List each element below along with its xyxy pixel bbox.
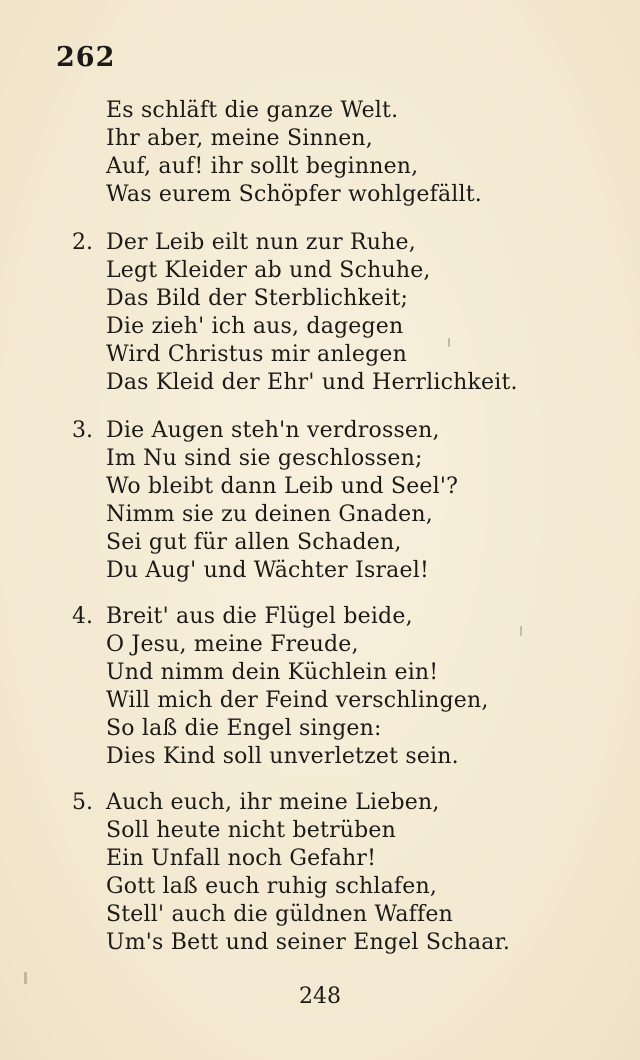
stanza-line: Und nimm dein Küchlein ein! [106, 660, 439, 685]
page-number-header: 262 [56, 42, 116, 73]
paper-speck [448, 338, 450, 347]
stanza-line: So laß die Engel singen: [106, 716, 382, 741]
stanza-1 [72, 98, 612, 218]
stanza-line: Der Leib eilt nun zur Ruhe, [106, 230, 416, 255]
stanza-line: Um's Bett und seiner Engel Schaar. [106, 930, 511, 955]
stanza-line: Dies Kind soll unverletzet sein. [106, 744, 459, 769]
stanza-line: Das Kleid der Ehr' und Herrlichkeit. [106, 370, 518, 395]
stanza-line: Auch euch, ihr meine Lieben, [106, 790, 440, 815]
stanza-line: Gott laß euch ruhig schlafen, [106, 874, 438, 899]
stanza-line: Ein Unfall noch Gefahr! [106, 846, 377, 871]
paper-speck [520, 626, 522, 636]
stanza-line: Was eurem Schöpfer wohlgefällt. [106, 182, 482, 207]
stanza-2 [72, 230, 612, 400]
stanza-line: Im Nu sind sie geschlossen; [106, 446, 423, 471]
stanza-line: Legt Kleider ab und Schuhe, [106, 258, 431, 283]
stanza-number: 2. [72, 230, 93, 255]
stanza-line: Die zieh' ich aus, dagegen [106, 314, 404, 339]
stanza-line: Breit' aus die Flügel beide, [106, 604, 413, 629]
stanza-line: Nimm sie zu deinen Gnaden, [106, 502, 433, 527]
stanza-line: Auf, auf! ihr sollt beginnen, [106, 154, 419, 179]
stanza-number: 4. [72, 604, 93, 629]
stanza-line: Ihr aber, meine Sinnen, [106, 126, 373, 151]
stanza-line: Du Aug' und Wächter Israel! [106, 558, 429, 583]
stanza-line: Soll heute nicht betrüben [106, 818, 397, 843]
page-number-footer: 248 [299, 984, 341, 1009]
stanza-line: Stell' auch die güldnen Waffen [106, 902, 453, 927]
stanza-line: Es schläft die ganze Welt. [106, 98, 399, 123]
stanza-line: O Jesu, meine Freude, [106, 632, 359, 657]
stanza-number: 5. [72, 790, 93, 815]
stanza-line: Wird Christus mir anlegen [106, 342, 408, 367]
stanza-3 [72, 418, 612, 588]
stanza-5 [72, 790, 612, 960]
stanza-line: Die Augen steh'n verdrossen, [106, 418, 440, 443]
stanza-number: 3. [72, 418, 93, 443]
stanza-line: Will mich der Feind verschlingen, [106, 688, 489, 713]
stanza-line: Wo bleibt dann Leib und Seel'? [106, 474, 459, 499]
paper-speck [24, 972, 27, 984]
stanza-4 [72, 604, 612, 774]
stanza-line: Das Bild der Sterblichkeit; [106, 286, 409, 311]
stanza-line: Sei gut für allen Schaden, [106, 530, 402, 555]
